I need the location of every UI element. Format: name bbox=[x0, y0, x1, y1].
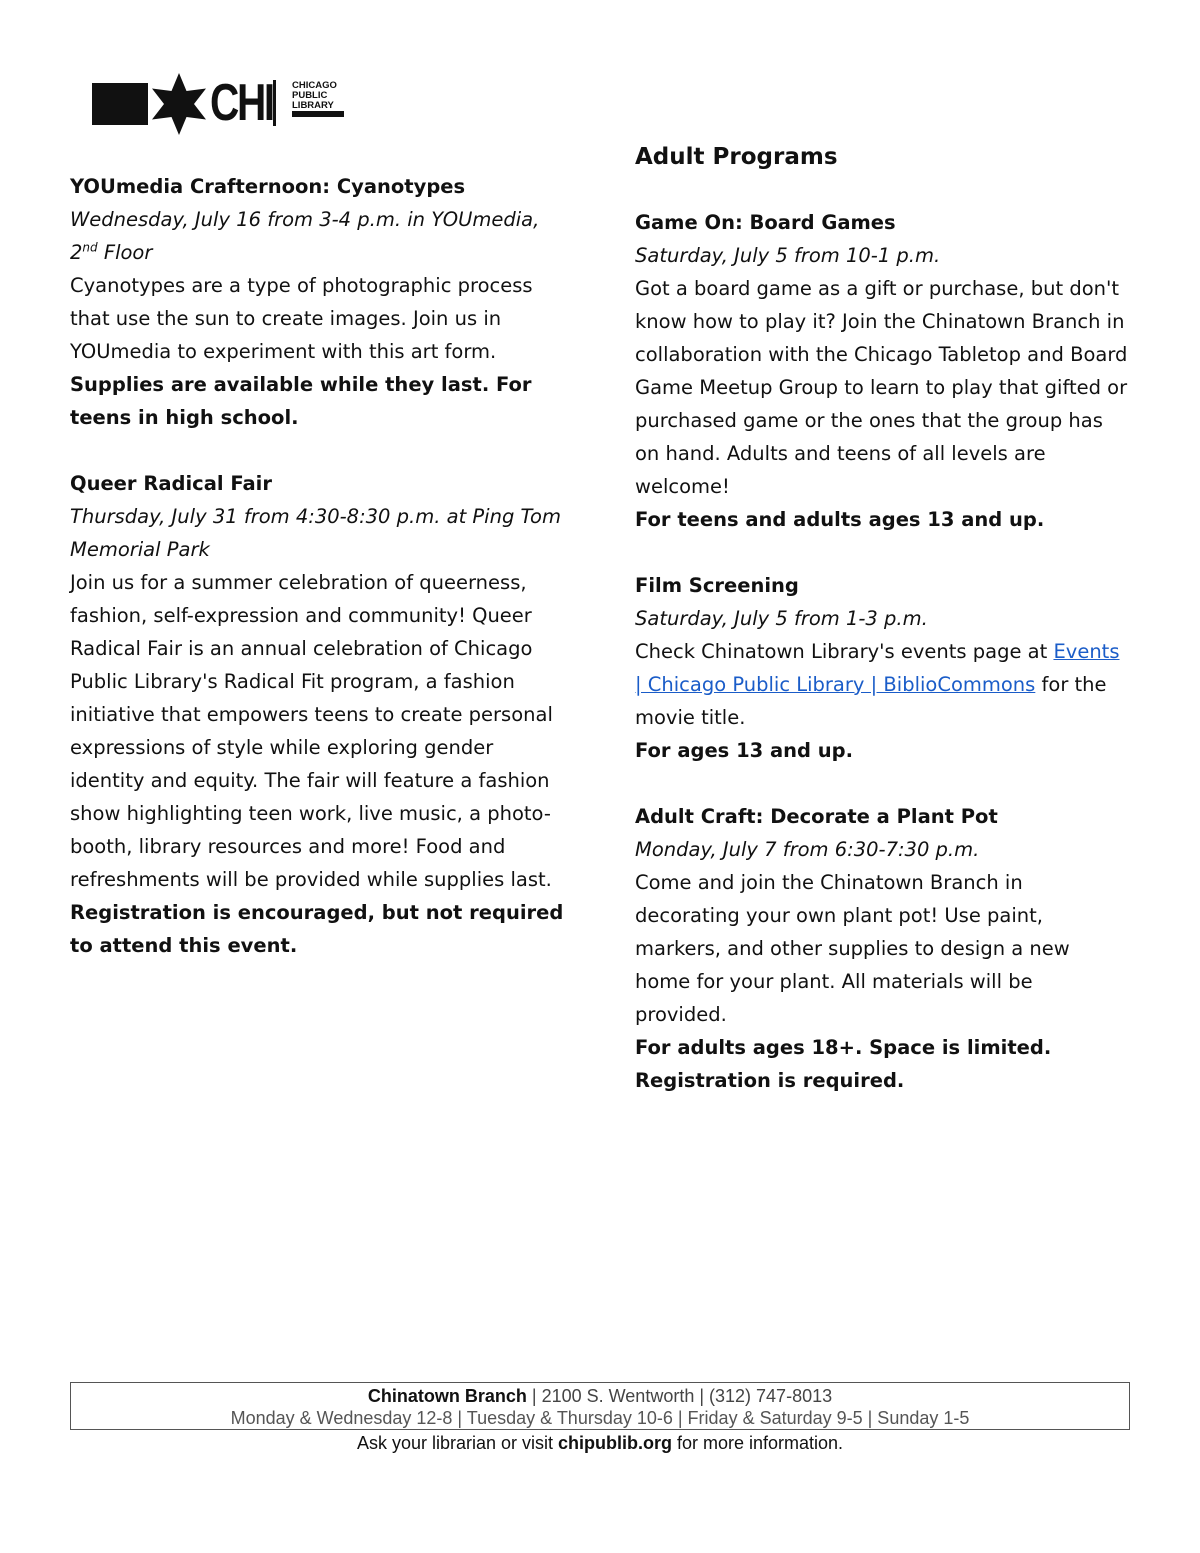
branch-name: Chinatown Branch bbox=[367, 1386, 527, 1406]
section-heading-adult-programs: Adult Programs bbox=[635, 144, 838, 170]
event-description: Check Chinatown Library's events page at Events | Chicago Public Library | BiblioCommons for the movie title. bbox=[635, 640, 1120, 729]
event-description: Cyanotypes are a type of photographic process that use the sun to create images. Join us in YOUmedia to experiment with this art form. bbox=[70, 274, 533, 363]
branch-footer bbox=[70, 1382, 1130, 1456]
event-note: Registration is encouraged, but not required to attend this event. bbox=[70, 901, 564, 957]
event-datetime: Monday, July 7 from 6:30-7:30 p.m. bbox=[635, 838, 980, 861]
logo-divider bbox=[273, 80, 276, 126]
event-note: For adults ages 18+. Space is limited. Registration is required. bbox=[635, 1036, 1052, 1092]
event-datetime: Saturday, July 5 from 1-3 p.m. bbox=[635, 607, 928, 630]
event-description: Come and join the Chinatown Branch in decorating your own plant pot! Use paint, markers, and other supplies to design a new home for your plant. All materials will be provided. bbox=[635, 871, 1070, 1026]
event-plant-pot-craft bbox=[635, 800, 1130, 1097]
event-title: Queer Radical Fair bbox=[70, 472, 272, 495]
event-note: For teens and adults ages 13 and up. bbox=[635, 508, 1045, 531]
branch-info-box bbox=[70, 1382, 1130, 1430]
left-column bbox=[70, 170, 570, 995]
right-column bbox=[635, 140, 1130, 1130]
event-description: Join us for a summer celebration of queerness, fashion, self-expression and community! Queer Radical Fair is an annual celebration of Chicago Public Library's Radical Fit program, a fashion initiative that empowers teens to create personal expressions of style while exploring gender identity and equity. The fair will feature a fashion show highlighting teen work, live music, a photo-booth, library resources and more! Food and refreshments will be provided while supplies last. bbox=[70, 571, 553, 891]
logo-wordmark: CHI bbox=[210, 74, 273, 132]
event-film-screening bbox=[635, 569, 1130, 767]
branch-address-line: Chinatown Branch | 2100 S. Wentworth | (312) 747-8013 bbox=[367, 1386, 833, 1406]
event-note: For ages 13 and up. bbox=[635, 739, 854, 762]
event-board-games bbox=[635, 206, 1130, 536]
event-title: Adult Craft: Decorate a Plant Pot bbox=[635, 805, 998, 828]
chicago-public-library-logo bbox=[92, 70, 352, 136]
event-datetime: Wednesday, July 16 from 3-4 p.m. in YOUmedia, 2nd Floor bbox=[70, 208, 540, 264]
events-page-link[interactable]: Events | Chicago Public Library | BiblioCommons bbox=[635, 640, 1120, 696]
event-queer-radical-fair bbox=[70, 467, 570, 962]
event-youmedia-crafternoon bbox=[70, 170, 570, 434]
logo-org-name: CHICAGO PUBLIC LIBRARY bbox=[292, 80, 337, 111]
event-datetime: Saturday, July 5 from 10-1 p.m. bbox=[635, 244, 941, 267]
event-description: Got a board game as a gift or purchase, but don't know how to play it? Join the Chinatown Branch in collaboration with the Chicago Tabletop and Board Game Meetup Group to learn to play that gifted or purchased game or the ones that the group has on hand. Adults and teens of all levels are welcome! bbox=[635, 277, 1128, 498]
event-datetime: Thursday, July 31 from 4:30-8:30 p.m. at Ping Tom Memorial Park bbox=[70, 505, 561, 561]
logo-underline bbox=[292, 111, 344, 117]
more-info-line: Ask your librarian or visit chipublib.org for more information. bbox=[356, 1433, 844, 1453]
event-title: Film Screening bbox=[635, 574, 799, 597]
branch-hours: Monday & Wednesday 12-8 | Tuesday & Thursday 10-6 | Friday & Saturday 9-5 | Sunday 1-5 bbox=[230, 1408, 970, 1428]
event-title: Game On: Board Games bbox=[635, 211, 896, 234]
six-point-star-icon bbox=[148, 73, 210, 135]
website-link[interactable]: chipublib.org bbox=[558, 1433, 672, 1453]
logo-square bbox=[92, 83, 148, 125]
event-note: Supplies are available while they last. For teens in high school. bbox=[70, 373, 532, 429]
event-title: YOUmedia Crafternoon: Cyanotypes bbox=[70, 175, 466, 198]
